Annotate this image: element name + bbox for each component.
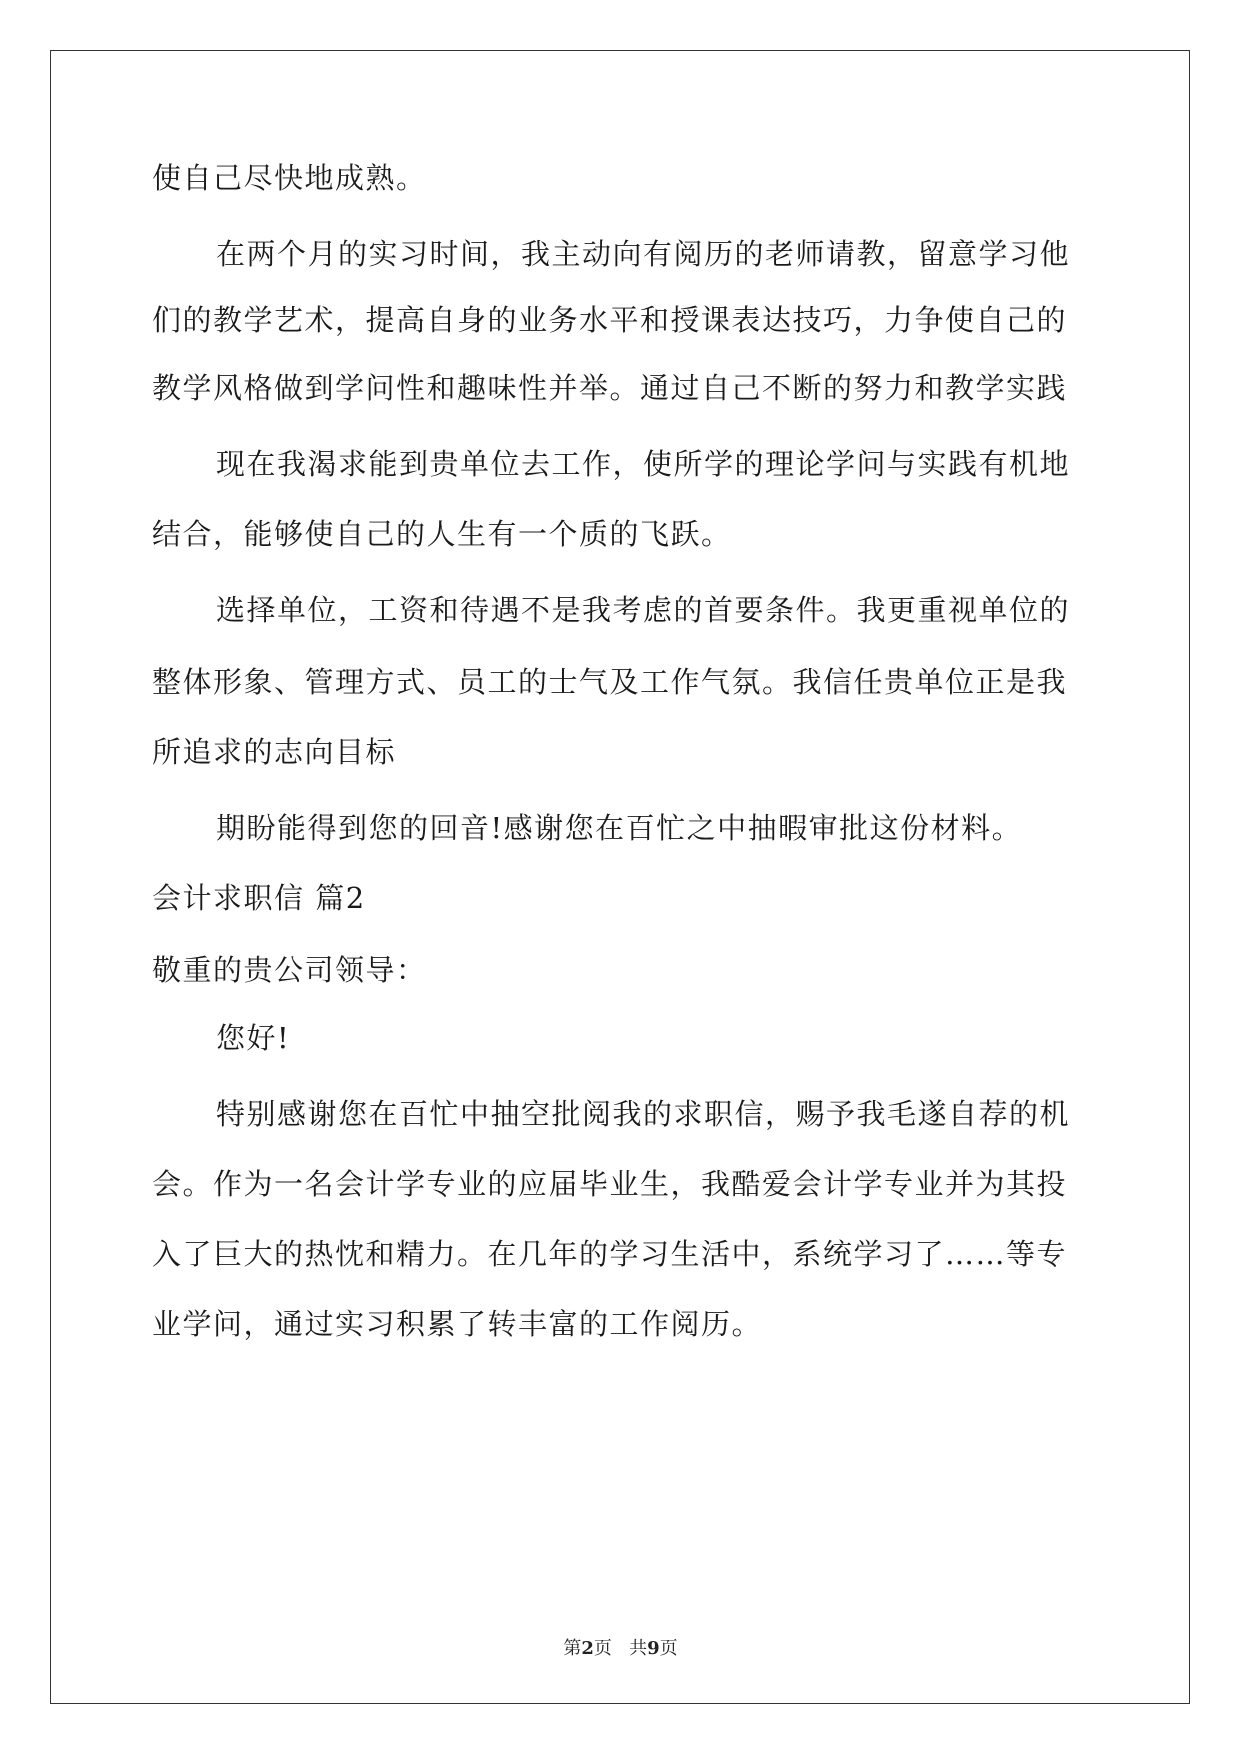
text-line: 在两个月的实习时间，我主动向有阅历的老师请教，留意学习他 <box>216 237 1071 271</box>
text-line: 选择单位，工资和待遇不是我考虑的首要条件。我更重视单位的 <box>216 593 1071 627</box>
footer-page-suffix: 页 <box>593 1638 612 1659</box>
text-line: 们的教学艺术，提高自身的业务水平和授课表达技巧，力争使自己的 <box>152 303 1068 337</box>
text-line: 使自己尽快地成熟。 <box>152 161 427 195</box>
text-line: 期盼能得到您的回音!感谢您在百忙之中抽暇审批这份材料。 <box>216 811 1023 845</box>
salutation: 敬重的贵公司领导： <box>152 953 427 987</box>
text-line: 会。作为一名会计学专业的应届毕业生，我酷爱会计学专业并为其投 <box>152 1167 1068 1201</box>
footer-total-prefix: 共 <box>629 1638 648 1659</box>
footer-total-suffix: 页 <box>659 1638 678 1659</box>
text-line: 业学问，通过实习积累了转丰富的工作阅历。 <box>152 1307 763 1341</box>
text-line: 教学风格做到学问性和趣味性并举。通过自己不断的努力和教学实践 <box>152 371 1068 405</box>
total-page-number: 9 <box>647 1638 660 1659</box>
text-line: 整体形象、管理方式、员工的士气及工作气氛。我信任贵单位正是我 <box>152 665 1068 699</box>
page-footer <box>0 1637 1241 1661</box>
text-line: 入了巨大的热忱和精力。在几年的学习生活中，系统学习了……等专 <box>152 1237 1068 1271</box>
current-page-number: 2 <box>581 1638 594 1659</box>
text-line: 特别感谢您在百忙中抽空批阅我的求职信，赐予我毛遂自荐的机 <box>216 1097 1071 1131</box>
greeting: 您好! <box>216 1021 291 1055</box>
page-border <box>50 50 1190 1704</box>
footer-prefix: 第 <box>563 1638 582 1659</box>
text-line: 结合，能够使自己的人生有一个质的飞跃。 <box>152 517 732 551</box>
section-heading: 会计求职信 篇2 <box>152 881 366 915</box>
text-line: 现在我渴求能到贵单位去工作，使所学的理论学问与实践有机地 <box>216 447 1071 481</box>
text-line: 所追求的志向目标 <box>152 735 397 769</box>
